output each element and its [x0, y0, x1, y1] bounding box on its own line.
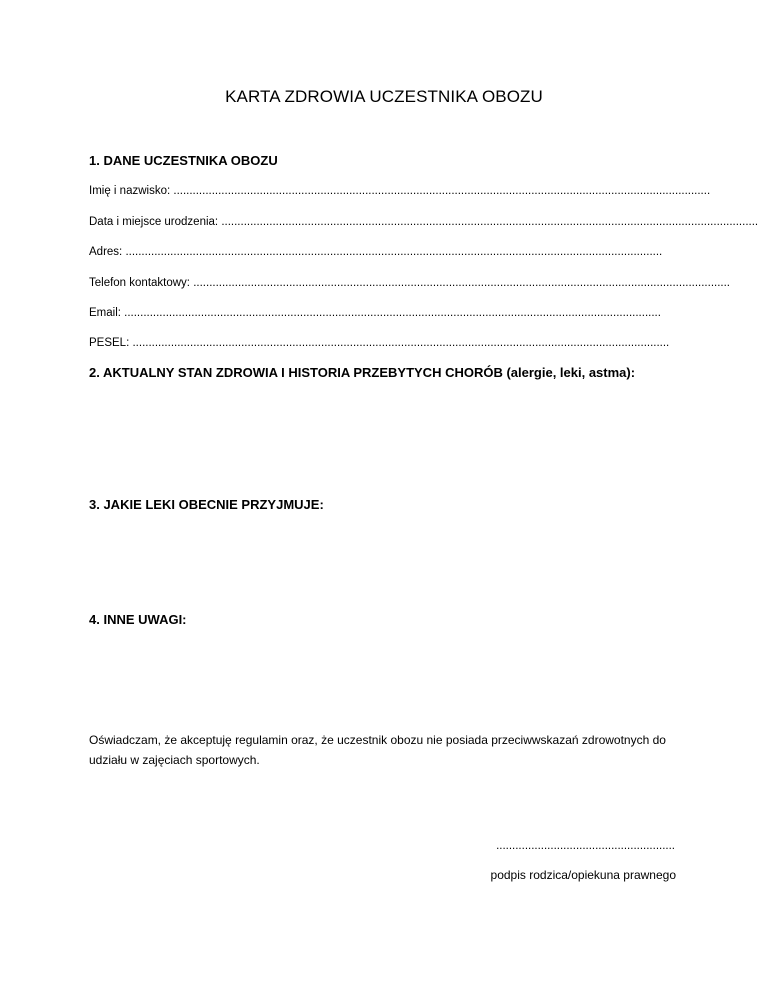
dot-leader: ........................................................................................................................................................................ — [173, 185, 711, 197]
consent-statement: Oświadczam, że akceptuję regulamin oraz, że uczestnik obozu nie posiada przeciwwskazań zdrowotnych do udziału w zajęciach sportowych. — [89, 733, 666, 767]
field-full-name — [89, 185, 711, 197]
section-heading-health-history: 2. AKTUALNY STAN ZDROWIA I HISTORIA PRZEBYTYCH CHORÓB (alergie, leki, astma): — [89, 365, 636, 380]
document-title: KARTA ZDROWIA UCZESTNIKA OBOZU — [225, 87, 543, 106]
signature-caption: podpis rodzica/opiekuna prawnego — [490, 868, 676, 882]
section-heading-other-notes: 4. INNE UWAGI: — [89, 612, 187, 627]
field-label: Adres: — [89, 246, 123, 258]
dot-leader: ........................................................................................................................................................................ — [221, 216, 759, 228]
field-label: Data i miejsce urodzenia: — [89, 216, 219, 228]
field-label: Telefon kontaktowy: — [89, 277, 191, 289]
field-address — [89, 246, 674, 258]
dot-leader: ........................................................................................................................................................................ — [125, 246, 663, 258]
dot-leader: ........................................................................................................................................................................ — [132, 337, 670, 349]
section-heading-participant-data: 1. DANE UCZESTNIKA OBOZU — [89, 153, 278, 168]
section-heading-current-medication: 3. JAKIE LEKI OBECNIE PRZYJMUJE: — [89, 497, 324, 512]
field-email — [89, 307, 674, 319]
dot-leader: ........................................................................................................................................................................ — [124, 307, 661, 319]
field-label: PESEL: — [89, 337, 130, 349]
field-label: Email: — [89, 307, 121, 319]
field-birth-date-place — [89, 216, 759, 228]
signature-line: ........................................................ — [496, 840, 675, 852]
field-phone — [89, 277, 730, 289]
field-pesel — [89, 337, 674, 349]
dot-leader: ........................................................................................................................................................................ — [193, 277, 730, 289]
field-label: Imię i nazwisko: — [89, 185, 171, 197]
